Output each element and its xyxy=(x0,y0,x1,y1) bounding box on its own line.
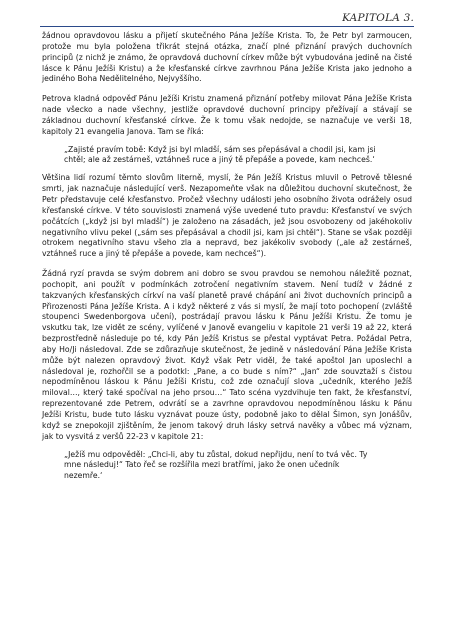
paragraph-4: Žádná ryzí pravda se svým dobrem ani dobro se svou pravdou se nemohou náležitě poznat, pochopit, ani použít v podmínkách zotročení negativním stavem. Není tudíž v žádné z takzvaných křesťanských církví na vaší planetě pravé chápání ani život duchovních principů a Přirozenosti Pána Ježíše Krista. A i když některé z vás si myslí, že mají toto pochopení (zvláště stoupenci Swedenborgova učení), postrádají pravou lásku k Pánu Ježíši Kristu. Že tomu je vskutku tak, lze vidět ze scény, vylíčené v Janově evangeliu v kapitole 21 verši 19 až 22, která bezprostředně následuje po té, kdy Pán Ježíš Kristus se přestal vyptávat Petra. Požádal Petra, aby Ho/Ji následoval. Zde se zdůrazňuje skutečnost, že jedině v následování Pána Ježíše Krista může být nalezen opravdový život. Když však Petr viděl, že také apoštol Jan uposlechl a následoval je, rozhořčil se a podotkl: „Pane, a co bude s ním?“ „Jan“ zde souvztaží s čistou nepodmíněnou láskou k Pánu Ježíši Kristu, což zde označují slova „učedník, kterého Ježíš miloval…, který také spočíval na jeho prsou…“ Tato scéna vyzdvihuje ten fakt, že křesťanství, reprezentované zde Petrem, odvrátí se a zavrhne opravdovou nepodmíněnou lásku k Pánu Ježíši Kristu, bude tuto lásku vyznávat pouze ústy, podobně jako to dělal Šimon, syn Jonášův, když se znepokojil zjištěním, že jenom takový druh lásky setrvá navěky a vůbec má význam, jak to vysvitá z veršů 22-23 v kapitole 21: xyxy=(42,269,412,441)
header-rule xyxy=(40,26,414,27)
paragraph-1: žádnou opravdovou lásku a přijetí skutečného Pána Ježíše Krista. To, že Petr byl zarmoucen, protože mu byla položena třikrát stejná otázka, značí plné přiznání pravých duchovních principů (z nichž je známo, že opravdová duchovní církev může být vybudována jedině na čisté lásce k Pánu Ježíši Kristu) a že křesťanské církve zavrhnou Pána Ježíše Krista jako jednoho a jediného Boha Nedělitelného, Nejvyššího. xyxy=(42,31,412,84)
paragraph-2: Petrova kladná odpověď Pánu Ježíši Kristu znamená přiznání potřeby milovat Pána Ježíše Krista nade všecko a nade všechny, jestliže opravdové duchovní principy přežívají a stávají se základnou duchovní křesťanské církve. Že k tomu však nedojde, se naznačuje ve verši 18, kapitoly 21 evangelia Janova. Tam se říká: xyxy=(42,94,412,136)
quote-1: „Zajisté pravím tobě: Když jsi byl mladší, sám ses přepásával a chodil jsi, kam jsi chtěl; ale až zestárneš, vztáhneš ruce a jiný tě přepáše a povede, kam nechceš.‘ xyxy=(64,144,376,165)
quote-2: „Ježíš mu odpověděl: „Chci-li, aby tu zůstal, dokud nepřijdu, není to tvá věc. Ty mne následuj!“ Tato řeč se rozšířila mezi bratřími, jako že onen učedník nezemře.‘ xyxy=(64,449,368,481)
chapter-header: KAPITOLA 3. xyxy=(342,12,414,24)
page-body xyxy=(42,31,412,489)
paragraph-3: Většina lidí rozumí těmto slovům literně, myslí, že Pán Ježíš Kristus mluvil o Petrově tělesné smrti, jak naznačuje následující verš. Nezapomeňte však na důležitou duchovní skutečnost, že Petr představuje celé křesťanstvo. Pročež všechny události jeho osobního života odrážely osud křesťanské církve. V této souvislosti znamená výše uvedené tuto pravdu: Křesťanství ve svých počátcích („když jsi byl mladší“) je založeno na zásadách, jež jsou osvobozeny od jakéhokoliv negativního vlivu pekel („sám ses přepásával a chodil jsi, kam jsi chtěl“). Stane se však později otrokem negativního stavu všeho zla a nepravd, bez jakékoliv svobody („ale až zestárneš, vztáhneš ruce a jiný tě přepáše a povede, kam nechceš“). xyxy=(42,173,412,259)
